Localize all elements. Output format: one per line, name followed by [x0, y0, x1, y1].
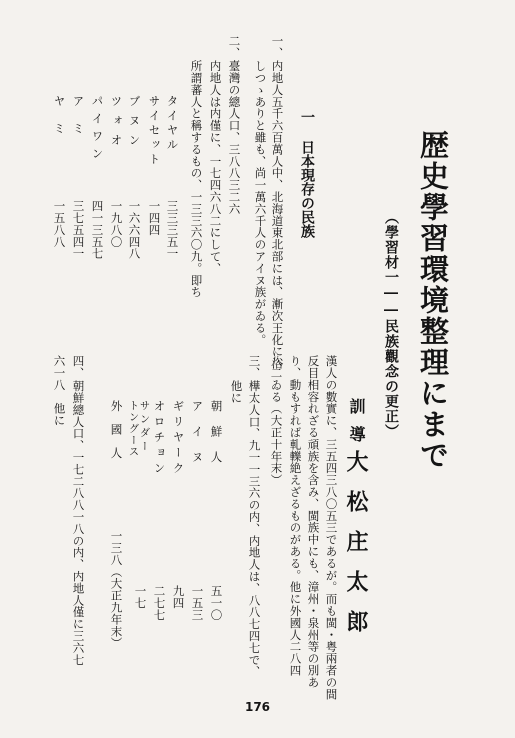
tribe-value: 三七五四一	[71, 200, 86, 260]
tribe-value: 一九八〇	[109, 200, 124, 248]
item-4-line-1: 朝鮮總人口、一七二八八一八の内、内地人僅に三六七	[71, 380, 86, 666]
tribe-name: タイヤル	[165, 95, 180, 153]
tribe-name: オロチョン	[152, 400, 167, 478]
author-role: 訓導	[347, 398, 366, 454]
section-heading: 日本現存の民族	[299, 140, 315, 238]
item-1-line-2: しつゝありと雖も、尚一萬六千人のアイヌ族がゐる。	[253, 60, 268, 346]
han-line-3: り、動もすれば軋轢絶えざるものがある。他に外國人二八四	[288, 355, 303, 677]
item-2-line-1: 臺灣の總人口、三八八三二六	[227, 60, 242, 215]
tribe-value: 一五八八	[52, 200, 67, 248]
item-3-line-1: 樺太人口、九一一三六の内、内地人は、八八七四七で、	[247, 380, 262, 678]
tribe-name: ブヌン	[127, 95, 142, 154]
tribe-name: パイワン	[90, 95, 105, 165]
tribe-name: アミ	[71, 95, 86, 150]
tribe-value: 一六六四八	[127, 200, 142, 260]
tribe-value: 一五三	[190, 585, 205, 621]
item-3-marker: 三、	[247, 355, 262, 379]
item-4-marker: 四、	[71, 355, 86, 379]
tribe-value: 一四四	[147, 200, 162, 236]
tribe-value: 二七七	[152, 585, 167, 621]
tribe-name: サンダー	[138, 400, 151, 454]
item-2-line-3: 所謂蕃人と稱するもの、一三三六〇九。即ち	[189, 60, 204, 298]
tribe-name: ヤミ	[52, 95, 67, 150]
section-number: 一	[299, 110, 315, 124]
article-title: 歴史學習環境整理にまで	[416, 130, 450, 471]
tribe-name: サイセット	[147, 95, 162, 168]
item-1-marker: 一、	[270, 35, 285, 59]
item-1-line-1: 内地人五千六百萬人中、北海道東北部には、漸次王化に浴	[270, 60, 285, 370]
tribe-value: 九四	[171, 585, 186, 609]
han-line-1: 漢人の數實に、三五四三八〇五三であるが。而も閩・粤兩者の間	[324, 355, 339, 701]
author-name: 大松庄太郎	[343, 450, 369, 650]
tribe-name: ツォオ	[109, 95, 124, 154]
tribe-name: トングース	[127, 400, 140, 458]
tribe-value: 四一三五七	[90, 200, 105, 260]
tribe-value: 一七	[133, 585, 148, 609]
item-2-marker: 二、	[227, 35, 242, 59]
item-3-line-2: 他に	[229, 380, 244, 404]
tribe-name: ギリヤーク	[171, 400, 186, 478]
tribe-name: アイヌ	[190, 400, 205, 477]
article-subtitle: （學習材一――民族觀念の更正）	[383, 210, 399, 439]
tribe-value: 五一〇	[209, 585, 224, 621]
han-line-2: 反目相容れざる頑族を含み、閩族中にも、漳州・泉州等の別あ	[306, 355, 321, 689]
item-4-line-2: 六一八 他に	[52, 355, 67, 427]
tribe-name: 朝鮮人	[209, 400, 224, 477]
tribe-name: 外國人	[109, 400, 124, 471]
tribe-value: 三三三五一	[165, 200, 180, 260]
tribe-value: 一三八（大正九年末）	[109, 530, 124, 649]
page-number: 176	[244, 700, 271, 714]
item-2-line-2: 内地人は内僅に、一七四六八二にして、	[208, 60, 223, 275]
han-line-4: 八二ゐる（大正十年末）	[269, 355, 284, 486]
